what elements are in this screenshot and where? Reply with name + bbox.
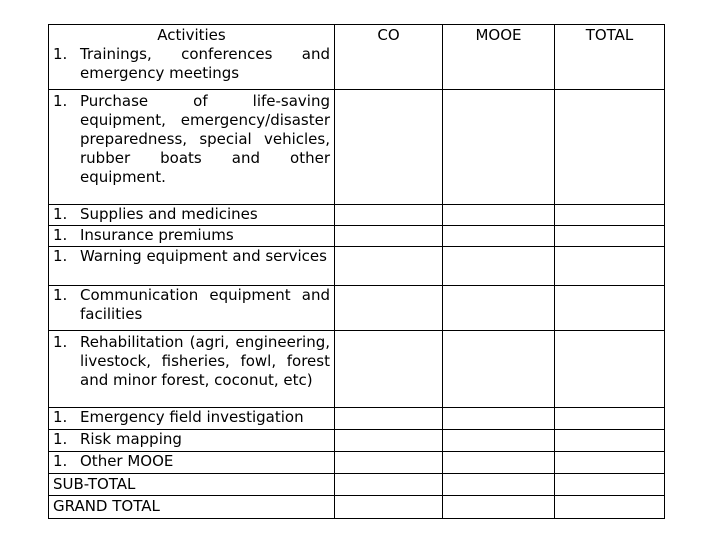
item-number: 1.	[53, 286, 68, 304]
table-row	[49, 331, 665, 408]
table-row	[49, 452, 665, 474]
list-item	[49, 90, 334, 187]
co-header: CO	[377, 26, 400, 44]
co-value	[335, 205, 443, 226]
table-row	[49, 25, 665, 90]
mooe-cell	[443, 25, 555, 90]
activity-cell	[49, 205, 335, 226]
item-text: Other MOOE	[80, 452, 174, 470]
total-value	[555, 331, 665, 408]
total-value	[555, 474, 665, 496]
activities-cell	[49, 25, 335, 90]
co-value	[335, 226, 443, 247]
item-text: Warning equipment and services	[80, 247, 327, 265]
co-value	[335, 286, 443, 331]
item-number: 1.	[53, 333, 68, 351]
mooe-value	[443, 408, 555, 430]
mooe-value	[443, 205, 555, 226]
total-value	[555, 226, 665, 247]
subtotal-row	[49, 474, 665, 496]
item-number: 1.	[53, 226, 68, 244]
item-text: Risk mapping	[80, 430, 182, 448]
budget-table	[48, 24, 665, 519]
activity-cell	[49, 430, 335, 452]
co-value	[335, 247, 443, 286]
table-row	[49, 226, 665, 247]
co-value	[335, 90, 443, 205]
total-value	[555, 90, 665, 205]
mooe-value	[443, 496, 555, 519]
list-item	[49, 331, 334, 390]
table-row	[49, 430, 665, 452]
total-value	[555, 247, 665, 286]
mooe-header: MOOE	[475, 26, 522, 44]
grandtotal-label: GRAND TOTAL	[53, 497, 160, 515]
table-row	[49, 90, 665, 205]
mooe-value	[443, 452, 555, 474]
list-item	[49, 226, 334, 245]
total-value	[555, 286, 665, 331]
co-value	[335, 430, 443, 452]
item-number: 1.	[53, 205, 68, 223]
total-value	[555, 496, 665, 519]
activity-cell	[49, 247, 335, 286]
activity-cell	[49, 90, 335, 205]
item-number: 1.	[53, 408, 68, 426]
co-value	[335, 331, 443, 408]
mooe-value	[443, 474, 555, 496]
total-value	[555, 430, 665, 452]
mooe-value	[443, 226, 555, 247]
co-cell	[335, 25, 443, 90]
total-value	[555, 452, 665, 474]
list-item	[49, 247, 334, 266]
activities-header: Activities	[157, 26, 226, 44]
list-item	[49, 408, 334, 427]
item-number: 1.	[53, 452, 68, 470]
item-text: Emergency field investigation	[80, 408, 304, 426]
total-cell	[555, 25, 665, 90]
list-item	[49, 452, 334, 471]
total-header: TOTAL	[585, 26, 634, 44]
activity-cell	[49, 408, 335, 430]
item-text: Communication equipment and facilities	[80, 286, 330, 323]
mooe-value	[443, 430, 555, 452]
activity-cell	[49, 226, 335, 247]
co-value	[335, 408, 443, 430]
item-number: 1.	[53, 45, 68, 63]
total-value	[555, 205, 665, 226]
co-value	[335, 452, 443, 474]
table-row	[49, 408, 665, 430]
co-value	[335, 496, 443, 519]
item-text: Purchase of life-saving equipment, emergency/disaster preparedness, special vehicles, rubber boats and other equipment.	[80, 92, 330, 186]
item-text: Supplies and medicines	[80, 205, 258, 223]
mooe-value	[443, 247, 555, 286]
item-number: 1.	[53, 430, 68, 448]
item-text: Trainings, conferences and emergency meetings	[80, 45, 330, 82]
activity-cell	[49, 452, 335, 474]
activity-cell	[49, 331, 335, 408]
mooe-value	[443, 286, 555, 331]
list-item	[49, 286, 334, 324]
subtotal-label: SUB-TOTAL	[53, 475, 136, 493]
list-item	[49, 45, 334, 83]
subtotal-label-cell	[49, 474, 335, 496]
grandtotal-label-cell	[49, 496, 335, 519]
item-text: Rehabilitation (agri, engineering, livestock, fisheries, fowl, forest and minor forest, coconut, etc)	[80, 333, 330, 389]
grandtotal-row	[49, 496, 665, 519]
list-item	[49, 205, 334, 224]
mooe-value	[443, 331, 555, 408]
table-row	[49, 247, 665, 286]
activity-cell	[49, 286, 335, 331]
co-value	[335, 474, 443, 496]
total-value	[555, 408, 665, 430]
item-number: 1.	[53, 92, 68, 110]
item-number: 1.	[53, 247, 68, 265]
list-item	[49, 430, 334, 449]
mooe-value	[443, 90, 555, 205]
table-row	[49, 286, 665, 331]
table-row	[49, 205, 665, 226]
item-text: Insurance premiums	[80, 226, 234, 244]
